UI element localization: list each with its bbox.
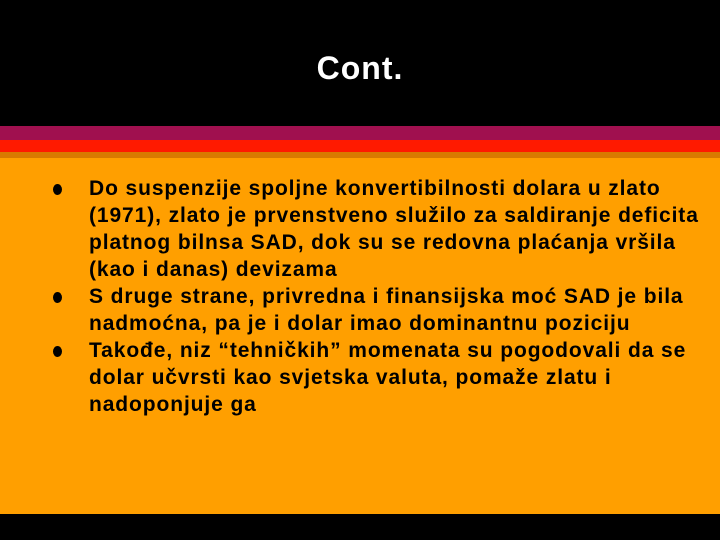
bullet-text: Takođe, niz “tehničkih” momenata su pogodovali da se dolar učvrsti kao svjetska valuta, pomaže zlatu i nadoponjuje ga <box>89 339 687 416</box>
decorative-stripe-purple <box>0 126 720 140</box>
bullet-dot-icon <box>53 292 62 303</box>
slide-title: Cont. <box>316 50 404 86</box>
bullet-text: S druge strane, privredna i finansijska moć SAD je bila nadmoćna, pa je i dolar imao dominantnu poziciju <box>89 285 684 335</box>
bullet-text: Do suspenzije spoljne konvertibilnosti dolara u zlato (1971), zlato je prvenstveno služilo za saldiranje deficita platnog bilnsa SAD, dok su se redovna plaćanja vršila (kao i danas) devizama <box>89 177 699 281</box>
bullet-item <box>0 175 720 283</box>
bullet-dot-icon <box>53 346 62 357</box>
bullet-item <box>0 283 720 337</box>
bullet-dot-icon <box>53 184 62 195</box>
bullet-item <box>0 337 720 418</box>
content-area <box>0 158 720 514</box>
bullet-list <box>0 175 720 418</box>
decorative-stripe-red <box>0 140 720 152</box>
